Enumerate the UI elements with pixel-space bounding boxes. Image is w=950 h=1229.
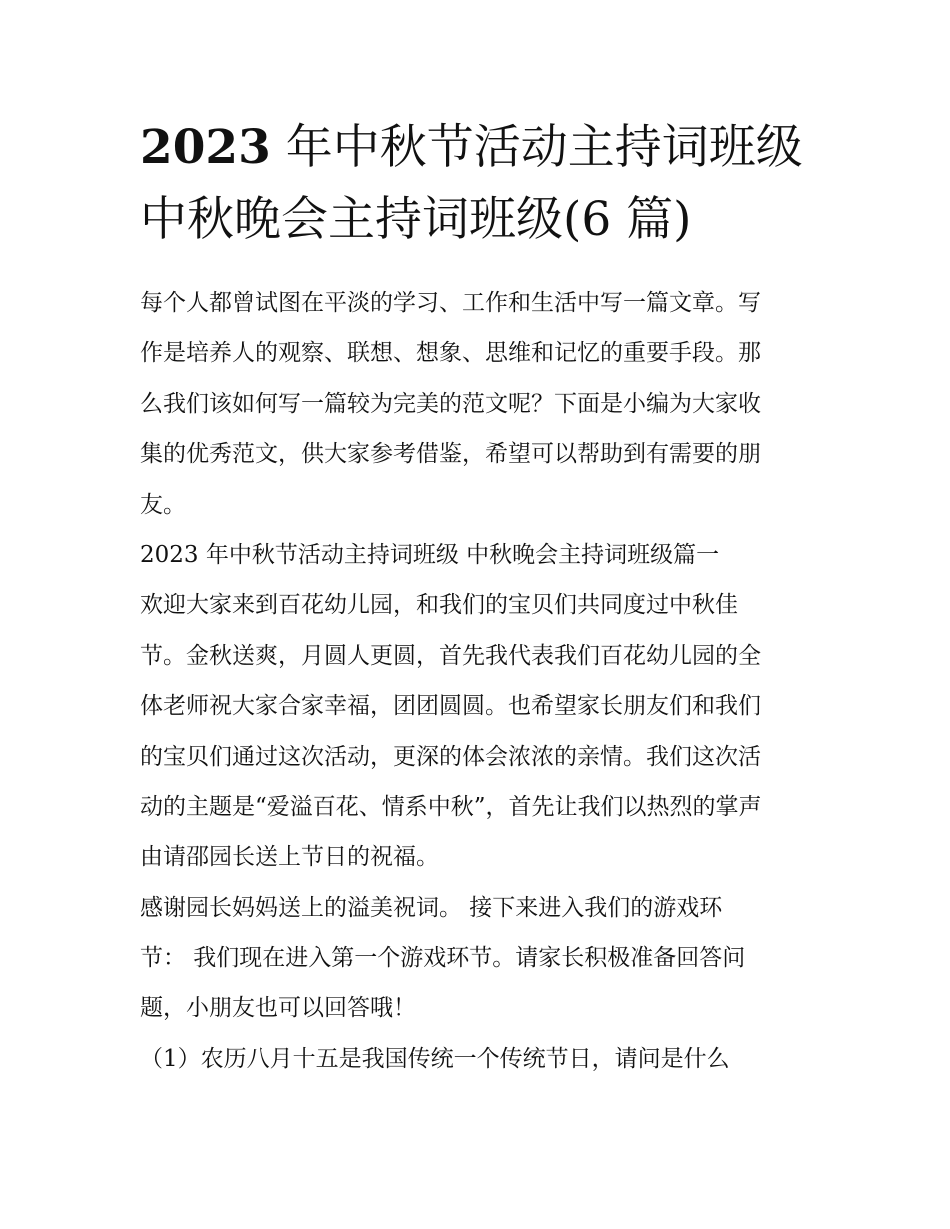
title-year: 2023 [140,120,271,175]
body-line: 集的优秀范文，供大家参考借鉴，希望可以帮助到有需要的朋 [140,441,761,468]
body-line: 节： 我们现在进入第一个游戏环节。请家长积极准备回答问 [140,945,746,972]
body-line: 的宝贝们通过这次活动，更深的体会浓浓的亲情。我们这次活 [140,743,761,770]
section-heading: 2023 年中秋节活动主持词班级 中秋晚会主持词班级篇一 [140,541,720,568]
title-line-1 [140,112,820,184]
body-line: 体老师祝大家合家幸福，团团圆圆。也希望家长朋友们和我们 [140,693,761,720]
body-line: 作是培养人的观察、联想、想象、思维和记忆的重要手段。那 [140,340,761,367]
body-line: 友。 [140,491,186,518]
body-line: 节。金秋送爽，月圆人更圆，首先我代表我们百花幼儿园的全 [140,642,761,669]
document-body [140,278,820,1084]
title-line-2: 中秋晚会主持词班级(6 篇) [140,192,692,247]
body-line: 题，小朋友也可以回答哦！ [140,995,416,1022]
body-line: 每个人都曾试图在平淡的学习、工作和生活中写一篇文章。写 [140,290,761,316]
body-line: 由请邵园长送上节日的祝福。 [140,844,439,871]
body-line: 动的主题是“爱溢百花、情系中秋”，首先让我们以热烈的掌声 [140,793,762,820]
body-line: 感谢园长妈妈送上的溢美祝词。 接下来进入我们的游戏环 [140,894,723,921]
document-title [140,112,820,256]
body-line: 欢迎大家来到百花幼儿园，和我们的宝贝们共同度过中秋佳 [140,592,738,619]
title-line-1-rest: 年中秋节活动主持词班级 [270,120,803,175]
body-line: 么我们该如何写一篇较为完美的范文呢？下面是小编为大家收 [140,390,761,417]
body-line: （1）农历八月十五是我国传统一个传统节日，请问是什么 [140,1045,730,1072]
